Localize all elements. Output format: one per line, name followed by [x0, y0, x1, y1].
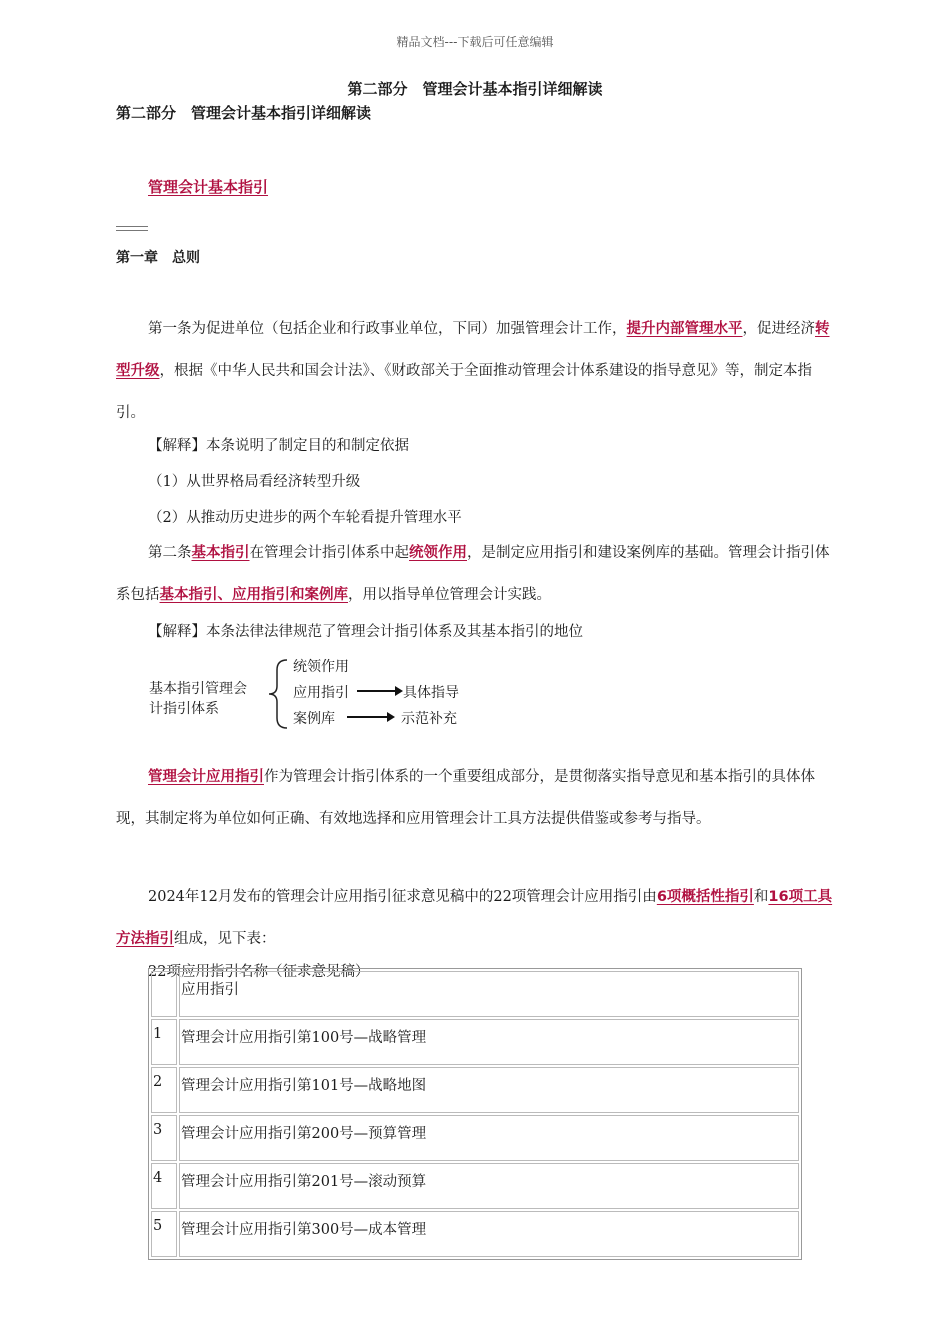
paragraph-2024-and: 和	[753, 889, 769, 905]
highlight-guide-system[interactable]: 基本指引、应用指引和案例库	[159, 587, 348, 603]
table-cell-guide: 管理会计应用指引第101号—战略地图	[179, 1067, 799, 1113]
article-1-text-2: 促进经济	[757, 321, 815, 337]
article-1-comma: ，	[742, 321, 757, 337]
highlight-basic-guide[interactable]: 基本指引	[191, 545, 250, 561]
article-2	[116, 532, 838, 616]
highlight-improve-management[interactable]: 提升内部管理水平	[626, 321, 743, 337]
explain-1-title: 【解释】本条说明了制定目的和制定依据	[148, 438, 409, 454]
explain-2: 【解释】本条法律法律规范了管理会计指引体系及其基本指引的地位	[148, 624, 583, 640]
table-cell-number: 4	[151, 1163, 177, 1209]
table-cell-number: 1	[151, 1019, 177, 1065]
table-cell-guide: 管理会计应用指引第200号—预算管理	[179, 1115, 799, 1161]
application-guide-paragraph	[116, 756, 838, 840]
table-row	[151, 1067, 799, 1113]
highlight-leading-role[interactable]: 统领作用	[409, 545, 467, 561]
highlight-6-general[interactable]: 6项概括性指引	[656, 889, 754, 905]
table-row	[151, 1163, 799, 1209]
page-title: 第二部分 管理会计基本指引详细解读	[347, 80, 603, 98]
chapter-heading: 第一章 总则	[116, 250, 200, 266]
table-caption: 22项应用指引名称（征求意见稿）	[148, 964, 370, 980]
diagram-branch-2-target: 具体指导	[403, 685, 459, 701]
article-1-text: 第一条为促进单位（包括企业和行政事业单位，下同）加强管理会计工作，	[148, 321, 627, 337]
highlight-16-tools[interactable]: 16项工具方法指引	[116, 889, 833, 947]
diagram-branch-3: 案例库	[293, 711, 335, 727]
table-row	[151, 1019, 799, 1065]
table-cell-number: 2	[151, 1067, 177, 1113]
table-cell-number: 5	[151, 1211, 177, 1257]
guide-system-diagram	[145, 652, 475, 732]
article-2-text-4: ，用以指导单位管理会计实践。	[348, 587, 551, 603]
table-cell-number: 3	[151, 1115, 177, 1161]
article-2-text-3: ，是制定应用指引和建设案例库的基础。管理会计指引体系包括	[116, 545, 830, 603]
table-header-cell	[151, 971, 177, 1017]
table-header-row	[151, 971, 799, 1017]
explain-1-item-1: （1）从世界格局看经济转型升级	[148, 474, 361, 490]
table-cell-guide: 管理会计应用指引第201号—滚动预算	[179, 1163, 799, 1209]
paragraph-2024-text-2: 组成，见下表：	[174, 931, 276, 947]
paragraph-2024	[116, 876, 838, 960]
highlight-transformation[interactable]: 转型升级	[116, 321, 830, 379]
article-2-text-2: 在管理会计指引体系中起	[249, 545, 409, 561]
application-guides-table	[148, 968, 802, 1260]
diagram-left-line2: 计指引体系	[149, 701, 219, 717]
article-2-text: 第二条	[148, 545, 192, 561]
section-title: 第二部分 管理会计基本指引详细解读	[116, 104, 372, 122]
highlight-application-guide[interactable]: 管理会计应用指引	[148, 769, 264, 785]
diagram-branch-3-target: 示范补充	[401, 711, 457, 727]
brace-icon	[265, 658, 295, 730]
article-1-text-3: ，根据《中华人民共和国会计法》、《财政部关于全面推动管理会计体系建设的指导意见》等，制定本指引。	[116, 363, 812, 421]
table-row	[151, 1211, 799, 1257]
divider	[116, 226, 148, 231]
diagram-left-line1: 基本指引管理会	[149, 681, 247, 697]
table-cell-guide: 管理会计应用指引第100号—战略管理	[179, 1019, 799, 1065]
arrow-right-icon	[347, 710, 395, 724]
table-row	[151, 1115, 799, 1161]
table-header-cell: 应用指引	[179, 971, 799, 1017]
basic-guide-link[interactable]: 管理会计基本指引	[148, 178, 269, 196]
arrow-right-icon	[357, 684, 403, 698]
diagram-branch-2: 应用指引	[293, 685, 349, 701]
article-1	[116, 308, 838, 434]
paragraph-2024-text: 2024年12月发布的管理会计应用指引征求意见稿中的22项管理会计应用指引由	[148, 889, 657, 905]
application-guide-text: 作为管理会计指引体系的一个重要组成部分，是贯彻落实指导意见和基本指引的具体体现，其制定将为单位如何正确、有效地选择和应用管理会计工具方法提供借鉴或参考与指导。	[116, 769, 815, 827]
diagram-branch-1: 统领作用	[293, 659, 349, 675]
explain-1-item-2: （2）从推动历史进步的两个车轮看提升管理水平	[148, 510, 462, 526]
table-cell-guide: 管理会计应用指引第300号—成本管理	[179, 1211, 799, 1257]
watermark-header: 精品文档---下载后可任意编辑	[396, 35, 554, 49]
